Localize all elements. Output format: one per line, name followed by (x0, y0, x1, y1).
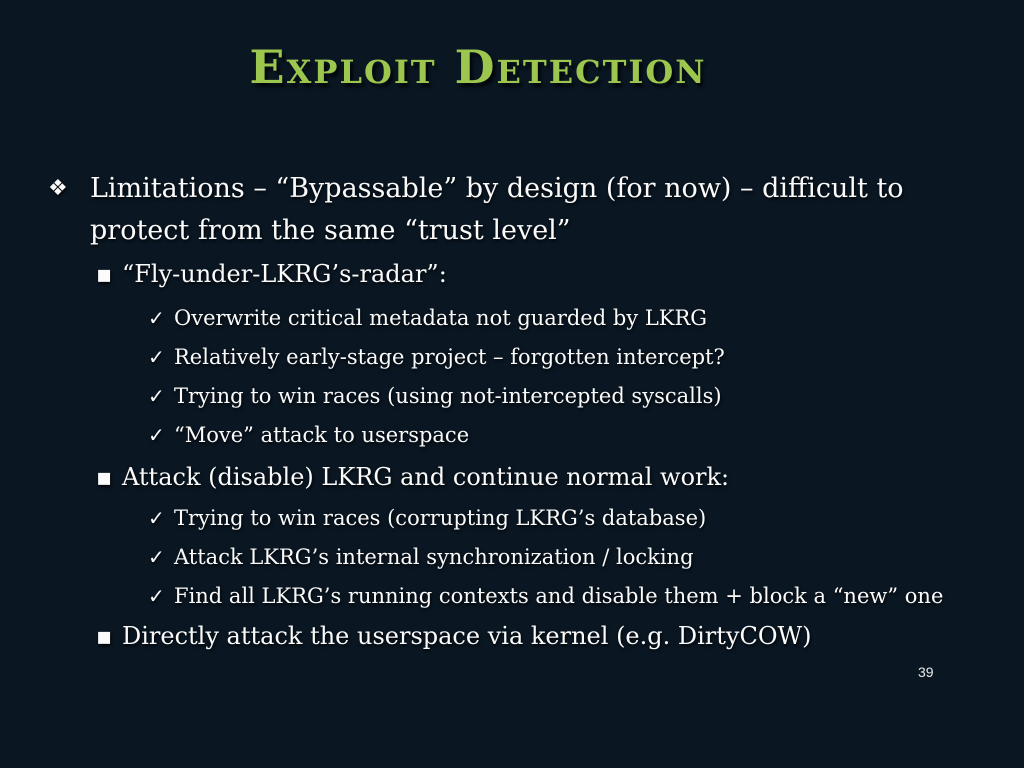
check-item-text: Find all LKRG’s running contexts and disable them + block a “new” one (174, 584, 944, 608)
square-bullet-icon: ▪ (96, 622, 113, 650)
list-item-text (90, 168, 904, 252)
list-item-fly-under-radar (48, 260, 988, 289)
check-item-text: Attack LKRG’s internal synchronization / locking (174, 545, 694, 569)
square-bullet-icon: ▪ (96, 463, 113, 491)
check-item (48, 544, 988, 570)
check-icon: ✓ (148, 384, 165, 408)
list-item-text: “Fly-under-LKRG’s-radar”: (122, 260, 447, 288)
check-icon: ✓ (148, 345, 165, 369)
check-icon: ✓ (148, 584, 165, 608)
check-item-text: Trying to win races (using not-intercepted syscalls) (174, 384, 722, 408)
list-item-line: protect from the same “trust level” (90, 215, 571, 246)
check-item-text: Relatively early-stage project – forgotten intercept? (174, 345, 725, 369)
list-item-attack-disable-lkrg (48, 463, 988, 492)
list-item-limitations (48, 168, 988, 252)
check-icon: ✓ (148, 423, 165, 447)
page-number: 39 (918, 664, 934, 680)
slide-body (48, 168, 988, 651)
slide-title: Exploit Detection (249, 40, 707, 94)
list-item-line: Limitations – “Bypassable” by design (for now) – difficult to (90, 173, 904, 204)
list-item-directly-attack-userspace (48, 622, 988, 651)
square-bullet-icon: ▪ (96, 260, 113, 288)
diamond-bullet-icon: ❖ (48, 176, 68, 201)
check-item-text: Overwrite critical metadata not guarded by LKRG (174, 306, 708, 330)
check-item (48, 505, 988, 531)
check-item-text: “Move” attack to userspace (174, 423, 470, 447)
check-item-text: Trying to win races (corrupting LKRG’s database) (174, 506, 707, 530)
check-item (48, 383, 988, 409)
list-item-text: Attack (disable) LKRG and continue normal work: (122, 463, 730, 491)
check-item (48, 305, 988, 331)
check-item (48, 344, 988, 370)
check-item (48, 583, 988, 609)
check-item (48, 422, 988, 448)
list-item-text: Directly attack the userspace via kernel (e.g. DirtyCOW) (122, 622, 812, 650)
check-icon: ✓ (148, 506, 165, 530)
check-icon: ✓ (148, 306, 165, 330)
check-icon: ✓ (148, 545, 165, 569)
